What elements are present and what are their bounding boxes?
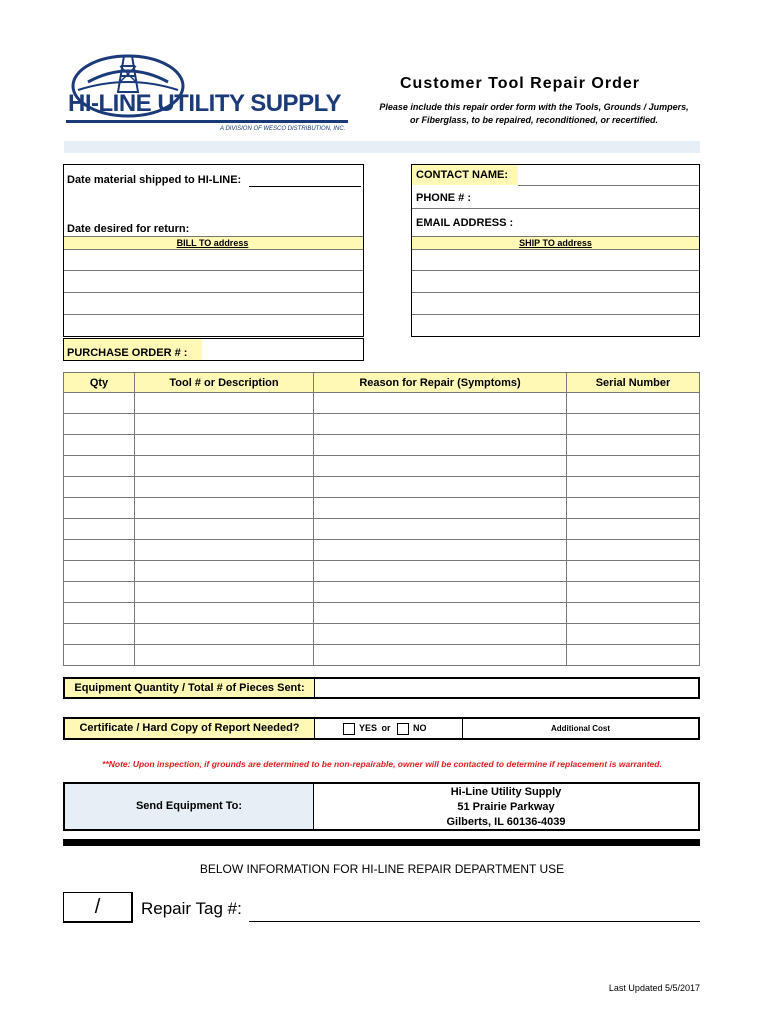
serial-cell[interactable] bbox=[567, 561, 700, 582]
equipment-quantity-field[interactable] bbox=[315, 679, 698, 697]
ship-to-line-2[interactable] bbox=[412, 271, 699, 293]
header-separator-bar bbox=[64, 141, 700, 153]
no-checkbox[interactable] bbox=[397, 723, 409, 735]
description-cell[interactable] bbox=[135, 498, 314, 519]
qty-cell[interactable] bbox=[64, 603, 135, 624]
purchase-order-field[interactable] bbox=[202, 339, 363, 360]
serial-cell[interactable] bbox=[567, 477, 700, 498]
description-cell[interactable] bbox=[135, 435, 314, 456]
serial-cell[interactable] bbox=[567, 582, 700, 603]
serial-cell[interactable] bbox=[567, 645, 700, 666]
ship-to-header bbox=[412, 236, 699, 250]
serial-cell[interactable] bbox=[567, 624, 700, 645]
table-row bbox=[64, 624, 700, 645]
col-tool-description: Tool # or Description bbox=[135, 373, 314, 393]
send-to-line-3: Gilberts, IL 60136-4039 bbox=[446, 816, 566, 828]
logo-name: HI-LINE UTILITY SUPPLY bbox=[68, 90, 342, 117]
table-row bbox=[64, 456, 700, 477]
instruction-line-1: Please include this repair order form with the Tools, Grounds / Jumpers, bbox=[379, 102, 689, 112]
send-to-label: Send Equipment To: bbox=[65, 784, 314, 829]
qty-cell[interactable] bbox=[64, 540, 135, 561]
serial-cell[interactable] bbox=[567, 519, 700, 540]
repair-dept-heading: BELOW INFORMATION FOR HI-LINE REPAIR DEPARTMENT USE bbox=[199, 862, 565, 876]
yes-label: YES bbox=[359, 723, 378, 733]
reason-cell[interactable] bbox=[314, 645, 567, 666]
date-shipped-label: Date material shipped to HI-LINE: bbox=[67, 174, 242, 186]
purchase-order-label: PURCHASE ORDER # : bbox=[64, 339, 202, 360]
ship-to-line-1[interactable] bbox=[412, 249, 699, 271]
qty-cell[interactable] bbox=[64, 561, 135, 582]
section-divider bbox=[63, 839, 700, 846]
reason-cell[interactable] bbox=[314, 414, 567, 435]
col-reason-for-repair: Reason for Repair (Symptoms) bbox=[314, 373, 567, 393]
qty-cell[interactable] bbox=[64, 435, 135, 456]
description-cell[interactable] bbox=[135, 582, 314, 603]
bill-to-label: BILL TO address bbox=[176, 238, 249, 248]
bill-to-line-2[interactable] bbox=[64, 271, 363, 293]
repair-tag-field[interactable] bbox=[249, 921, 700, 922]
qty-cell[interactable] bbox=[64, 414, 135, 435]
repair-tag-label: Repair Tag #: bbox=[141, 899, 242, 918]
phone-field[interactable] bbox=[412, 208, 699, 209]
table-row bbox=[64, 414, 700, 435]
qty-cell[interactable] bbox=[64, 645, 135, 666]
description-cell[interactable] bbox=[135, 603, 314, 624]
inspection-note: **Note: Upon inspection, if grounds are determined to be non-repairable, owner will be contacted to determine if replacement is warranted. bbox=[102, 759, 662, 769]
serial-cell[interactable] bbox=[567, 456, 700, 477]
reason-cell[interactable] bbox=[314, 519, 567, 540]
col-serial-number: Serial Number bbox=[567, 373, 700, 393]
contact-name-label: CONTACT NAME: bbox=[412, 165, 518, 185]
logo-tagline: A DIVISION OF WESCO DISTRIBUTION, INC. bbox=[220, 126, 346, 132]
qty-cell[interactable] bbox=[64, 477, 135, 498]
serial-cell[interactable] bbox=[567, 540, 700, 561]
yes-checkbox[interactable] bbox=[343, 723, 355, 735]
col-qty: Qty bbox=[64, 373, 135, 393]
table-row bbox=[64, 603, 700, 624]
description-cell[interactable] bbox=[135, 540, 314, 561]
serial-cell[interactable] bbox=[567, 498, 700, 519]
table-row bbox=[64, 561, 700, 582]
instruction-line-2: or Fiberglass, to be repaired, reconditioned, or recertified. bbox=[409, 115, 659, 125]
description-cell[interactable] bbox=[135, 477, 314, 498]
company-logo bbox=[66, 52, 356, 136]
serial-cell[interactable] bbox=[567, 603, 700, 624]
serial-cell[interactable] bbox=[567, 435, 700, 456]
no-label: NO bbox=[413, 723, 427, 733]
reason-cell[interactable] bbox=[314, 456, 567, 477]
qty-cell[interactable] bbox=[64, 624, 135, 645]
table-row bbox=[64, 435, 700, 456]
reason-cell[interactable] bbox=[314, 603, 567, 624]
send-to-address bbox=[314, 784, 698, 830]
ship-to-line-3[interactable] bbox=[412, 293, 699, 315]
or-label: or bbox=[381, 723, 391, 733]
ship-to-label: SHIP TO address bbox=[519, 238, 592, 248]
certificate-options bbox=[343, 721, 427, 735]
bill-to-line-1[interactable] bbox=[64, 249, 363, 271]
table-row bbox=[64, 540, 700, 561]
serial-cell[interactable] bbox=[567, 393, 700, 414]
qty-cell[interactable] bbox=[64, 519, 135, 540]
reason-cell[interactable] bbox=[314, 561, 567, 582]
description-cell[interactable] bbox=[135, 645, 314, 666]
date-shipped-field[interactable] bbox=[249, 186, 361, 187]
phone-label: PHONE # : bbox=[416, 192, 472, 204]
qty-cell[interactable] bbox=[64, 456, 135, 477]
reason-cell[interactable] bbox=[314, 582, 567, 603]
repair-slash-box[interactable] bbox=[63, 892, 133, 923]
reason-cell[interactable] bbox=[314, 435, 567, 456]
description-cell[interactable] bbox=[135, 456, 314, 477]
bill-to-line-3[interactable] bbox=[64, 293, 363, 315]
description-cell[interactable] bbox=[135, 624, 314, 645]
table-row bbox=[64, 393, 700, 414]
ship-to-line-4[interactable] bbox=[412, 315, 699, 336]
description-cell[interactable] bbox=[135, 414, 314, 435]
send-to-line-2: 51 Prairie Parkway bbox=[457, 801, 555, 813]
email-label: EMAIL ADDRESS : bbox=[416, 217, 514, 229]
certificate-label: Certificate / Hard Copy of Report Needed? bbox=[65, 719, 315, 738]
reason-cell[interactable] bbox=[314, 477, 567, 498]
bill-to-header bbox=[64, 236, 363, 250]
reason-cell[interactable] bbox=[314, 393, 567, 414]
date-return-label: Date desired for return: bbox=[67, 223, 190, 235]
contact-name-field[interactable] bbox=[518, 165, 699, 186]
last-updated: Last Updated 5/5/2017 bbox=[608, 983, 700, 993]
send-to-line-1: Hi-Line Utility Supply bbox=[450, 786, 562, 798]
table-row bbox=[64, 477, 700, 498]
table-row bbox=[64, 582, 700, 603]
form-title: Customer Tool Repair Order bbox=[400, 75, 640, 92]
items-table-header bbox=[64, 373, 700, 393]
table-row bbox=[64, 519, 700, 540]
reason-cell[interactable] bbox=[314, 498, 567, 519]
qty-cell[interactable] bbox=[64, 498, 135, 519]
table-row bbox=[64, 645, 700, 666]
additional-cost-label: Additional Cost bbox=[550, 724, 611, 733]
reason-cell[interactable] bbox=[314, 540, 567, 561]
description-cell[interactable] bbox=[135, 393, 314, 414]
table-row bbox=[64, 498, 700, 519]
bill-to-line-4[interactable] bbox=[64, 315, 363, 336]
qty-cell[interactable] bbox=[64, 582, 135, 603]
serial-cell[interactable] bbox=[567, 414, 700, 435]
description-cell[interactable] bbox=[135, 561, 314, 582]
repair-slash: / bbox=[94, 896, 101, 918]
qty-cell[interactable] bbox=[64, 393, 135, 414]
equipment-quantity-label: Equipment Quantity / Total # of Pieces Sent: bbox=[65, 679, 315, 697]
description-cell[interactable] bbox=[135, 519, 314, 540]
items-table bbox=[63, 372, 700, 666]
reason-cell[interactable] bbox=[314, 624, 567, 645]
